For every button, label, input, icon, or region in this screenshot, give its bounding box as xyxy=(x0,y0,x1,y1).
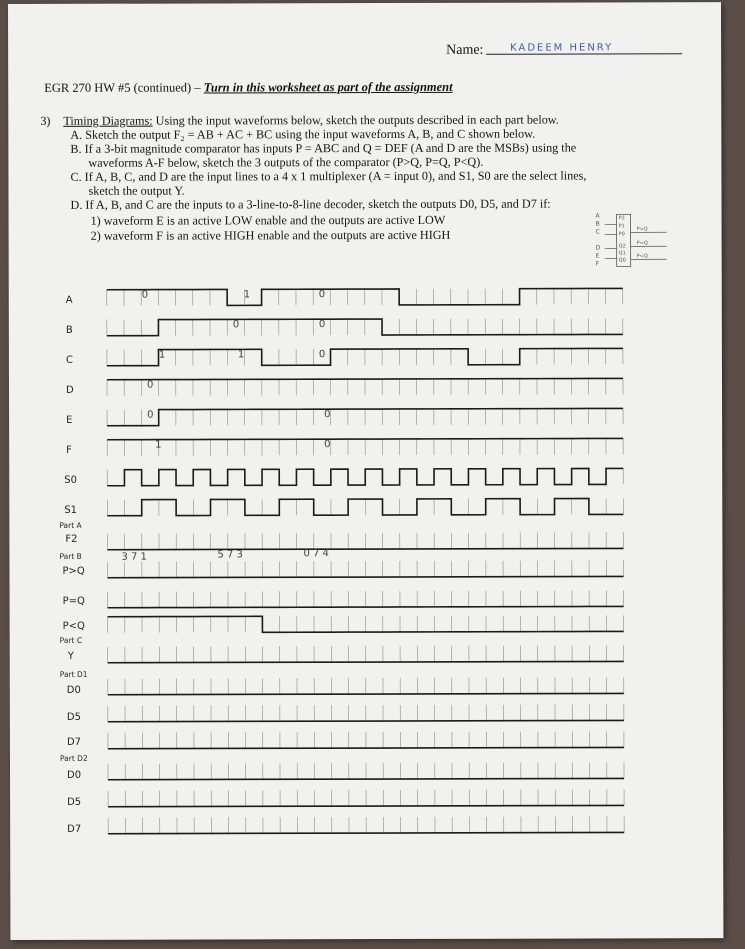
part-d1-label: Part D1 xyxy=(59,669,88,679)
waveform-blank-17 xyxy=(108,805,624,806)
signal-label-peqq: P=Q xyxy=(62,595,85,607)
timing-row-c xyxy=(107,348,623,365)
timing-row-blank-8 xyxy=(107,532,623,549)
annotation-c-one-2: 1 xyxy=(237,349,245,361)
timing-row-a xyxy=(107,288,623,305)
name-handwritten-value: KADEEM HENRY xyxy=(510,42,614,54)
annotation-part-b-values-3: 0 7 4 xyxy=(303,548,329,560)
waveform-peqq xyxy=(108,606,624,607)
annotation-d-zero: 0 xyxy=(146,379,154,391)
annotation-part-b-values-1: 3 7 1 xyxy=(121,551,147,563)
waveform-blank-16 xyxy=(108,778,624,779)
waveform-blank-13 xyxy=(108,693,624,694)
sketch-box-p2: P2 xyxy=(618,215,625,222)
timing-row-blank-12 xyxy=(108,645,624,662)
waveform-blank-15 xyxy=(108,747,624,748)
timing-row-s1 xyxy=(107,498,623,515)
signal-label-b: B xyxy=(65,324,73,336)
course-title: EGR 270 HW #5 (continued) – xyxy=(44,80,204,95)
signal-label-d: D xyxy=(65,384,74,396)
timing-row-blank-9 xyxy=(107,560,623,577)
timing-row-blank-13 xyxy=(108,677,624,694)
part-b-label: Part B xyxy=(59,551,82,561)
signal-label-s0: S0 xyxy=(64,474,77,486)
signal-label-d7-b: D7 xyxy=(67,823,82,835)
timing-row-blank-16 xyxy=(108,762,624,779)
signal-label-f: F xyxy=(66,444,72,456)
annotation-b-zero-2: 0 xyxy=(318,319,326,331)
annotation-e-zero-2: 0 xyxy=(324,409,331,421)
signal-label-d0-b: D0 xyxy=(67,769,82,781)
part-d-text: D. If A, B, and C are the inputs to a 3-line-to-8-line decoder, sketch the outputs D0, D5, and D7 if: xyxy=(70,196,551,212)
timing-row-f xyxy=(107,438,623,455)
signal-label-d5: D5 xyxy=(66,711,81,723)
timing-row-e xyxy=(107,408,623,425)
worksheet-page xyxy=(8,2,723,940)
waveform-s0 xyxy=(107,468,623,485)
timing-row-pltq xyxy=(108,615,624,632)
sketch-box-p0: P0 xyxy=(618,231,625,238)
signal-label-a: A xyxy=(65,294,73,306)
sketch-box-q2: Q2 xyxy=(618,243,626,250)
timing-row-s0 xyxy=(107,468,623,485)
timing-row-blank-15 xyxy=(108,731,624,748)
waveform-blank-14 xyxy=(108,720,624,721)
part-a-text: A. Sketch the output F₂ = AB + AC + BC using the input waveforms A, B, and C shown below. xyxy=(70,126,536,142)
sketch-label-f: F xyxy=(595,260,600,268)
timing-row-blank-17 xyxy=(108,789,624,806)
signal-label-pgtq: P>Q xyxy=(62,565,85,577)
waveform-d xyxy=(107,378,623,379)
timing-row-peqq xyxy=(108,590,624,607)
part-d2-label: Part D2 xyxy=(59,753,88,763)
signal-label-c: C xyxy=(65,354,73,366)
annotation-c-one-1: 1 xyxy=(158,349,166,361)
sketch-label-c: C xyxy=(595,228,600,236)
annotation-part-b-values-2: 5 7 3 xyxy=(217,549,243,561)
signal-label-s1: S1 xyxy=(64,504,78,516)
part-a-label: Part A xyxy=(59,520,82,530)
part-b-text-line1: B. If a 3-bit magnitude comparator has inputs P = ABC and Q = DEF (A and D are the MSBs) using the xyxy=(70,140,577,156)
sketch-label-a: A xyxy=(595,212,600,220)
sketch-label-d: D xyxy=(595,244,601,252)
timing-row-blank-18 xyxy=(108,816,624,833)
name-label: Name: xyxy=(446,42,484,58)
annotation-c-zero: 0 xyxy=(318,349,326,361)
annotation-f-zero: 0 xyxy=(324,439,331,451)
waveform-blank-9 xyxy=(108,576,624,577)
timing-row-d xyxy=(107,378,623,395)
problem-title: Timing Diagrams: xyxy=(63,113,153,128)
waveform-blank-8 xyxy=(107,548,623,549)
signal-label-pltq: P<Q xyxy=(62,620,85,632)
sketch-out-pltq: P<Q xyxy=(636,253,648,260)
annotation-a-zero-1: 0 xyxy=(141,289,149,301)
signal-label-e: E xyxy=(66,414,73,426)
waveform-blank-12 xyxy=(108,661,624,662)
part-c-label: Part C xyxy=(59,635,83,645)
sketch-box-q1: Q1 xyxy=(618,250,626,257)
timing-row-b xyxy=(107,318,623,335)
part-d2-text: 2) waveform F is an active HIGH enable and the outputs are active HIGH xyxy=(90,227,451,243)
problem-number: 3) xyxy=(40,113,51,128)
sketch-label-b: B xyxy=(595,220,600,228)
annotation-e-zero-1: 0 xyxy=(147,409,154,421)
annotation-b-zero-1: 0 xyxy=(232,319,240,331)
timing-row-blank-14 xyxy=(108,704,624,721)
signal-label-d0: D0 xyxy=(66,684,81,696)
signal-label-d5-b: D5 xyxy=(67,796,82,808)
sketch-out-peqq: P=Q xyxy=(636,240,648,247)
part-c-text-line1: C. If A, B, C, and D are the input lines to a 4 x 1 multiplexer (A = input 0), and S1, S0 are the select lines, xyxy=(70,168,587,184)
signal-label-d7: D7 xyxy=(66,736,82,748)
sketch-box-q0: Q0 xyxy=(618,257,626,264)
annotation-a-one: 1 xyxy=(243,289,251,301)
course-instruction: Turn in this worksheet as part of the assignment xyxy=(203,79,453,95)
sketch-out-pgtq: P>Q xyxy=(636,226,648,233)
part-b-text-line2: waveforms A-F below, sketch the 3 outputs of the comparator (P>Q, P=Q, P<Q). xyxy=(88,154,484,170)
waveform-f xyxy=(107,438,623,439)
sketch-label-e: E xyxy=(595,252,600,260)
timing-diagram-grid xyxy=(8,2,723,940)
waveform-blank-18 xyxy=(108,832,624,833)
sketch-box-p1: P1 xyxy=(618,223,625,230)
signal-label-f2: F2 xyxy=(65,533,78,545)
part-d1-text: 1) waveform E is an active LOW enable and the outputs are active LOW xyxy=(90,212,446,228)
problem-intro: Using the input waveforms below, sketch the outputs described in each part below. xyxy=(152,112,559,128)
part-c-text-line2: sketch the output Y. xyxy=(88,183,185,198)
annotation-a-zero-2: 0 xyxy=(318,289,326,301)
annotation-f-one: 1 xyxy=(155,439,162,451)
signal-label-y: Y xyxy=(67,650,74,662)
